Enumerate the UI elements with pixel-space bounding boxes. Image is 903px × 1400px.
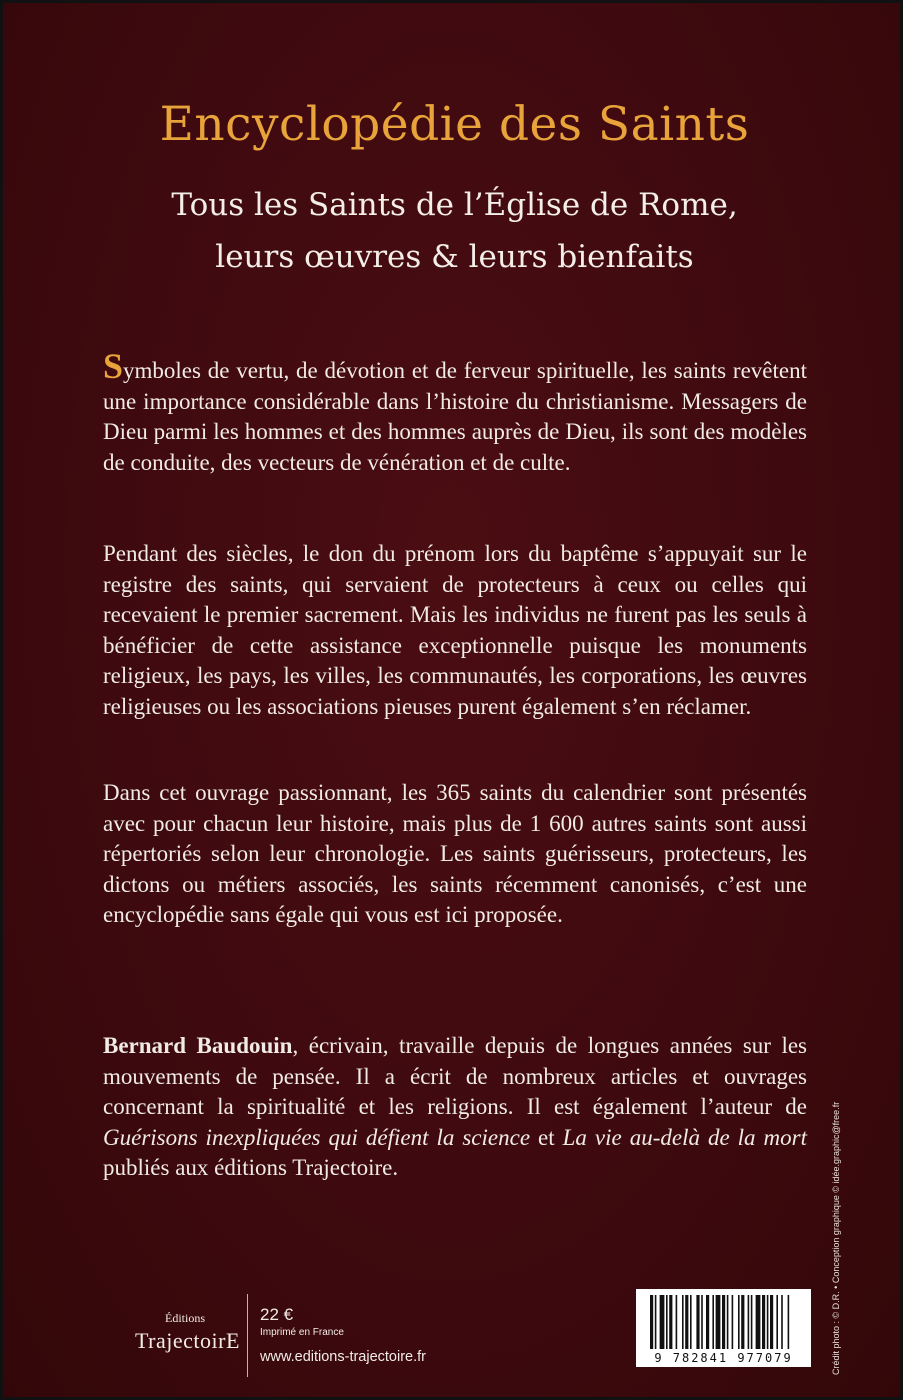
barcode-bar <box>676 1295 678 1349</box>
barcode-bar <box>696 1295 699 1349</box>
barcode-bar <box>762 1295 765 1349</box>
barcode-bar <box>685 1295 688 1349</box>
barcode-bar <box>701 1295 703 1349</box>
barcode-bar <box>660 1295 665 1349</box>
author-bio <box>103 1031 807 1184</box>
barcode-bar <box>776 1295 778 1349</box>
barcode-bar <box>770 1295 773 1349</box>
barcode-bar <box>655 1295 657 1349</box>
blurb-paragraph-1 <box>103 346 807 478</box>
author-bio-text-2: et <box>530 1124 563 1150</box>
author-bio-text-3: publiés aux éditions Trajectoire. <box>103 1155 399 1181</box>
footer-divider <box>247 1294 248 1377</box>
barcode-bar <box>727 1295 729 1349</box>
author-name: Bernard Baudouin <box>103 1033 293 1058</box>
barcode-bar <box>788 1295 790 1349</box>
printed-in: Imprimé en France <box>260 1327 344 1338</box>
publisher-logo-small: Éditions <box>164 1311 205 1325</box>
photo-credit: Crédit photo : © D.R. • Conception graphique © idée.graphic@free.fr <box>831 1101 841 1375</box>
subtitle-line-2: leurs œuvres & leurs bienfaits <box>215 239 694 275</box>
publisher-website: www.editions-trajectoire.fr <box>260 1349 426 1365</box>
book-title: Encyclopédie des Saints <box>159 97 750 152</box>
blurb-paragraph-1-text: ymboles de vertu, de dévotion et de ferveur spirituelle, les saints revêtent une importance considérable dans l’histoire du christianisme. Messagers de Dieu parmi les hommes et des hommes auprès de Dieu, ils sont des modèles de conduite, des vecteurs de vénération et de culte. <box>103 358 807 475</box>
barcode-bar <box>690 1295 692 1349</box>
barcode-bar <box>650 1295 653 1349</box>
barcode-bar <box>732 1295 734 1349</box>
barcode-bar <box>712 1295 714 1349</box>
publisher-logo-name: TrajectoirE <box>135 1328 240 1353</box>
barcode-bar <box>738 1295 740 1349</box>
isbn-barcode <box>636 1289 811 1367</box>
book-title-2: La vie au-delà de la mort <box>562 1124 807 1150</box>
barcode-bar <box>706 1295 709 1349</box>
barcode-bar <box>767 1295 769 1349</box>
publisher-logo <box>135 1311 240 1354</box>
author-bio-text-1: , écrivain, travaille depuis de longues années sur les mouvements de pensée. Il a écrit de nombreux articles et ouvrages concernant la spiritualité et les religions. Il est également l’auteur de <box>103 1033 808 1120</box>
subtitle-line-1: Tous les Saints de l’Église de Rome, <box>171 187 738 223</box>
barcode-bar <box>682 1295 684 1349</box>
price: 22 € <box>260 1305 294 1324</box>
blurb-paragraph-3: Dans cet ouvrage passionnant, les 365 saints du calendrier sont présentés avec pour chacun leur histoire, mais plus de 1 600 autres saints sont aussi répertoriés selon leur chronologie. Les saints guérisseurs, protecteurs, les dictons ou métiers associés, les saints récemment canonisés, c’est une encyclopédie sans égale qui vous est ici proposée. <box>103 780 807 928</box>
barcode-bar <box>716 1295 721 1349</box>
barcode-bar <box>756 1295 761 1349</box>
barcode-bar <box>741 1295 744 1349</box>
barcode-bar <box>722 1295 725 1349</box>
book-title-1: Guérisons inexpliquées qui défient la science <box>103 1124 531 1150</box>
barcode-bar <box>748 1295 750 1349</box>
blurb-paragraph-2: Pendant des siècles, le don du prénom lors du baptême s’appuyait sur le registre des saints, qui servaient de protecteurs à ceux ou celles qui recevaient le premier sacrement. Mais les individus ne furent pas les seuls à bénéficier de cette assistance exceptionnelle puisque les monuments religieux, les pays, les villes, les communautés, les corporations, les œuvres religieuses ou les associations pieuses purent également s’en réclamer. <box>103 541 807 719</box>
barcode-bar <box>751 1295 753 1349</box>
barcode-bar <box>666 1295 668 1349</box>
drop-cap: S <box>103 346 124 386</box>
barcode-bar <box>781 1295 783 1349</box>
barcode-bar <box>669 1295 672 1349</box>
isbn-number: 9 782841 977079 <box>654 1351 793 1365</box>
